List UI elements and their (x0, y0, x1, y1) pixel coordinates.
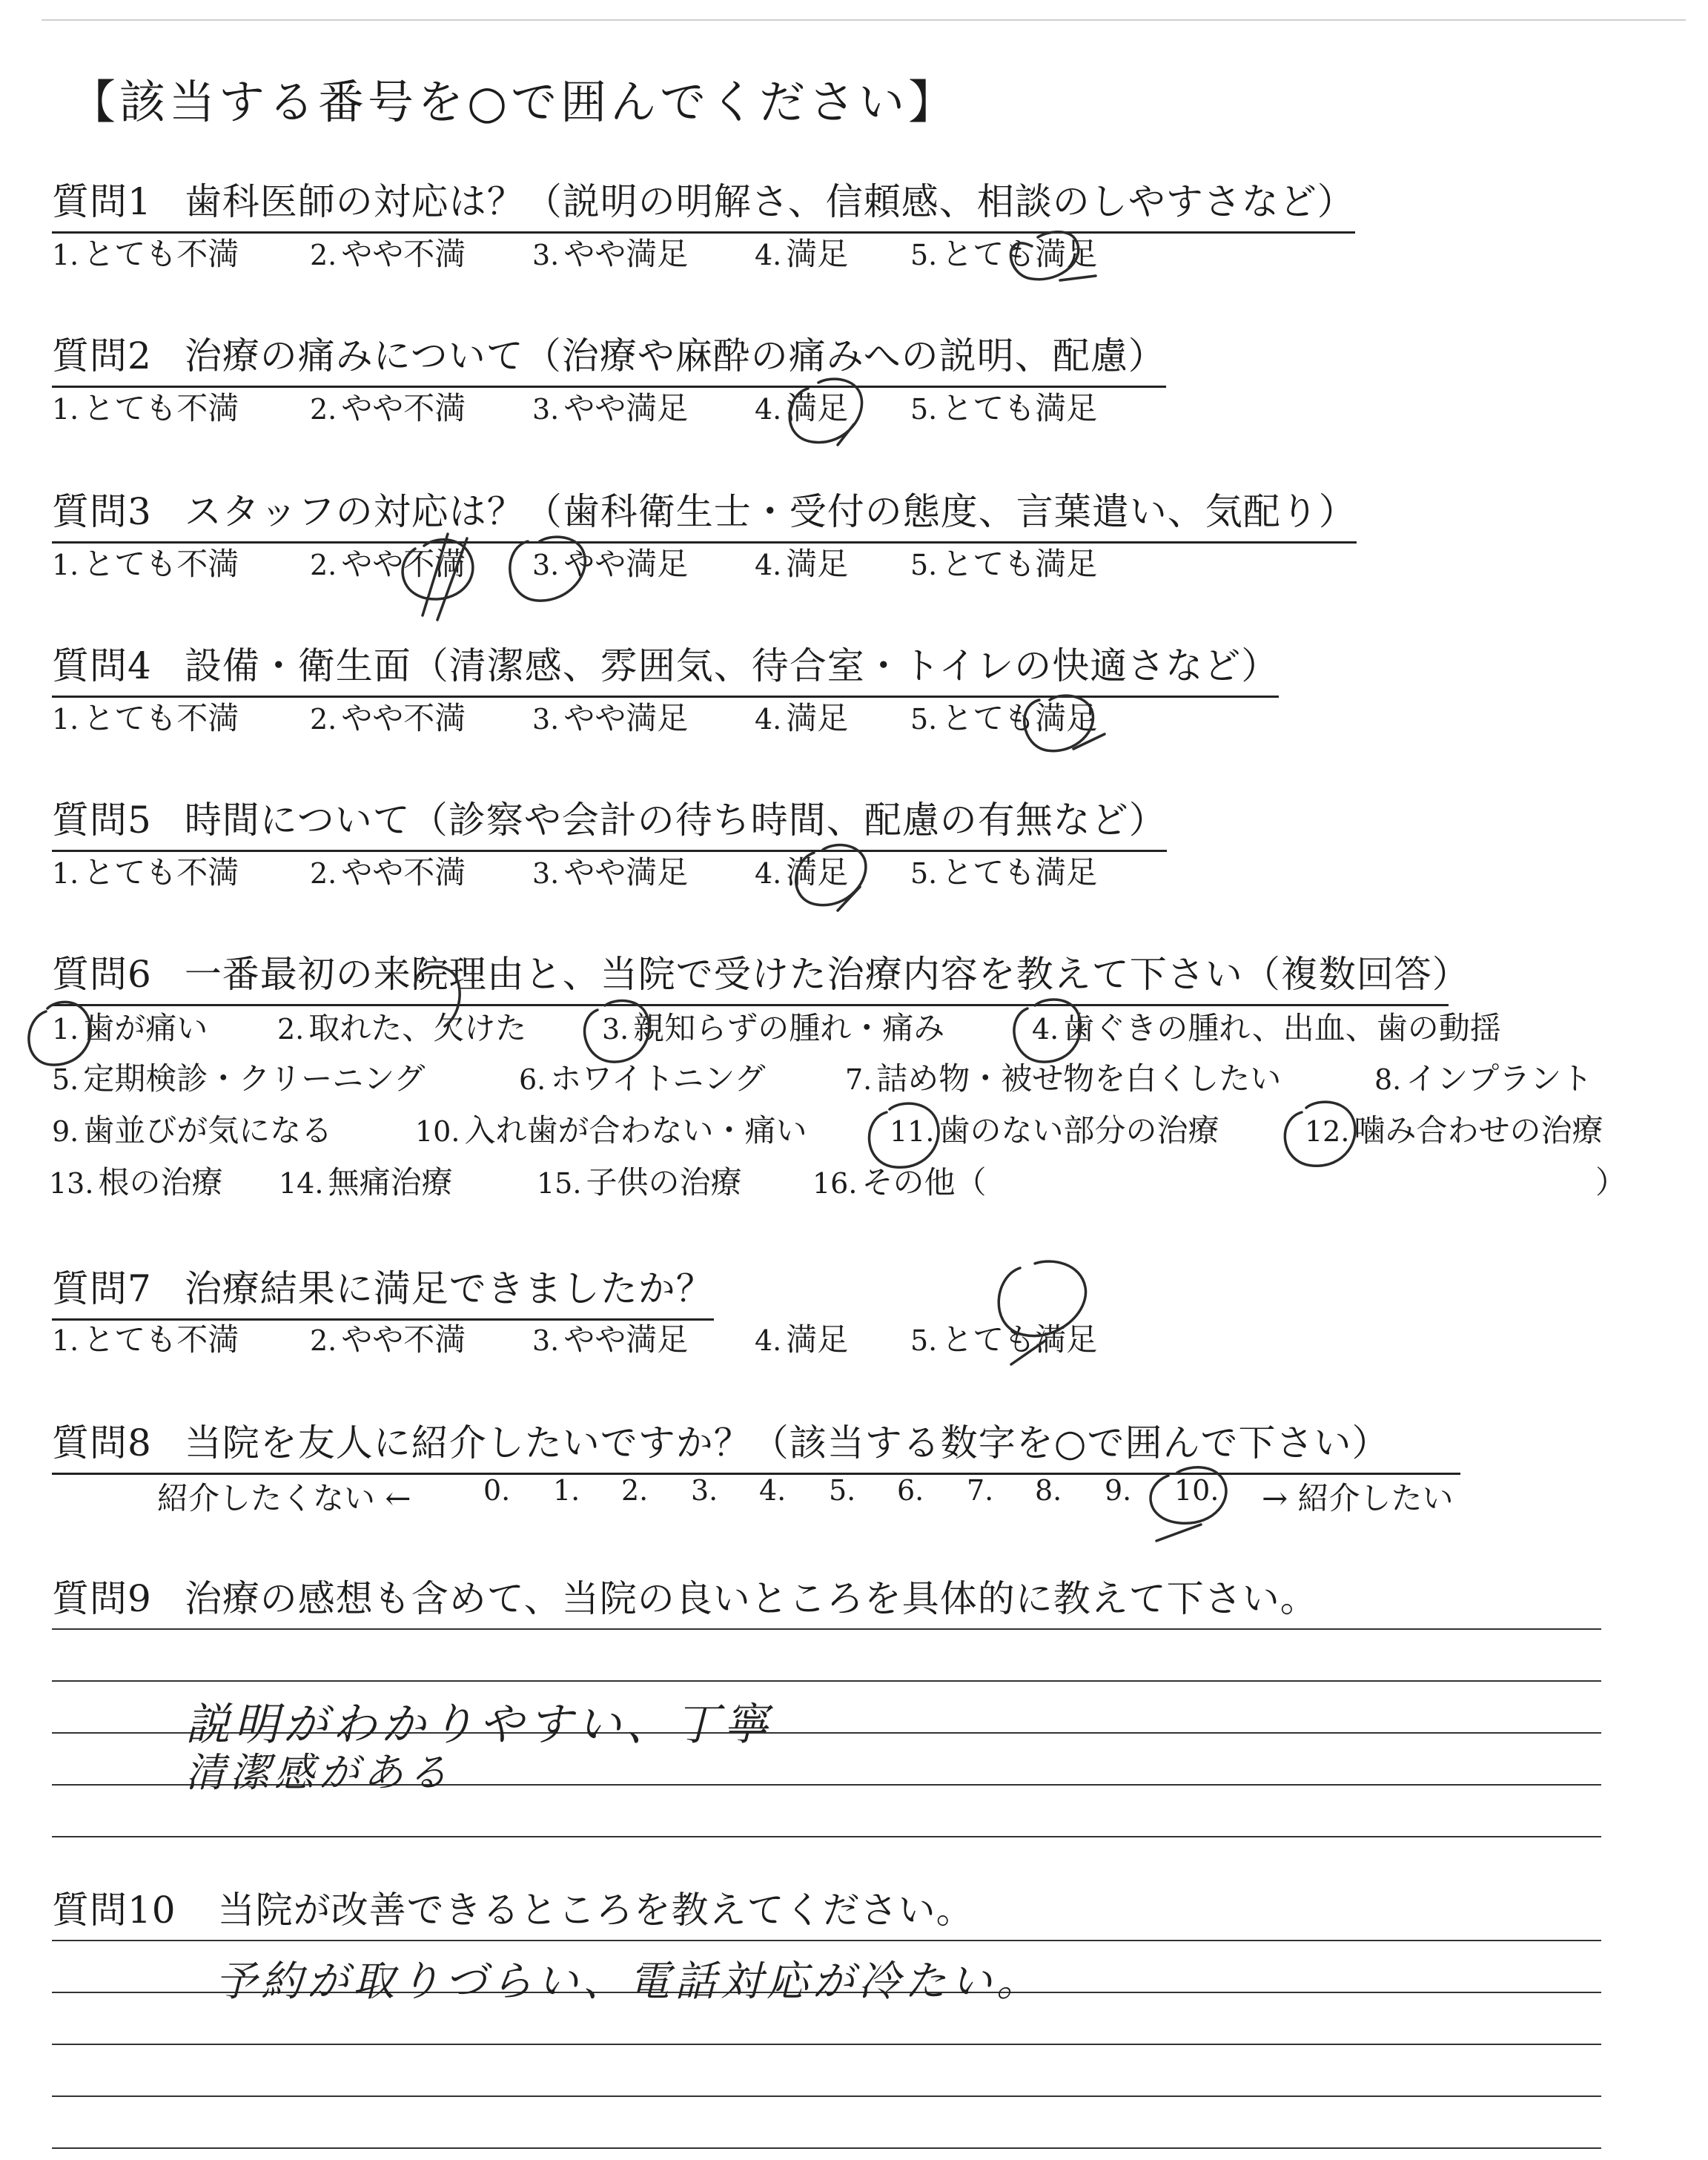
scale-2[interactable]: 2. (621, 1474, 649, 1507)
page-top-rule (42, 19, 1686, 21)
question-label: 質問9 (52, 1577, 152, 1620)
question-heading (52, 1880, 974, 1940)
answer-rule (52, 2095, 1601, 2097)
answer-rule (52, 1680, 1601, 1682)
question-5 (52, 790, 1167, 852)
option-15[interactable]: 15. 子供の治療 (537, 1164, 742, 1200)
option-1[interactable]: 1. とても不満 (52, 546, 239, 582)
option-5[interactable]: 5. とても満足 (910, 236, 1098, 272)
question-label: 質問7 (52, 1267, 152, 1310)
option-4[interactable]: 4. 満足 (755, 390, 849, 426)
other-close-paren: ） (1595, 1164, 1627, 1200)
question-heading (52, 1413, 1460, 1475)
option-16[interactable]: 16. その他（ (812, 1164, 987, 1200)
question-heading (52, 1569, 1318, 1628)
option-1[interactable]: 1. 歯が痛い (52, 1010, 208, 1046)
scale-9[interactable]: 9. (1105, 1474, 1132, 1507)
option-3[interactable]: 3. やや満足 (532, 854, 689, 891)
question-10 (52, 1880, 974, 1940)
option-4[interactable]: 4. 満足 (755, 546, 849, 582)
question-label: 質問1 (52, 180, 152, 223)
q10-answer-line-1[interactable]: 予約が取りづらい、電話対応が冷たい。 (215, 1958, 1042, 2006)
q8-scale (0, 1474, 1708, 1516)
q6-options-row-4 (0, 1158, 1708, 1200)
option-6[interactable]: 6. ホワイトニング (519, 1060, 766, 1097)
question-heading (52, 945, 1470, 1006)
option-10[interactable]: 10. 入れ歯が合わない・痛い (415, 1112, 807, 1149)
option-3[interactable]: 3. やや満足 (532, 546, 689, 582)
option-3[interactable]: 3. やや満足 (532, 700, 689, 736)
option-5[interactable]: 5. とても満足 (910, 546, 1098, 582)
scale-3[interactable]: 3. (691, 1474, 718, 1507)
question-1 (52, 172, 1355, 234)
question-heading (52, 172, 1355, 234)
scale-5[interactable]: 5. (829, 1474, 856, 1507)
question-7 (52, 1259, 714, 1321)
option-5[interactable]: 5. とても満足 (910, 700, 1098, 736)
question-heading (52, 482, 1357, 544)
q6-options-row-2 (0, 1054, 1708, 1097)
option-12[interactable]: 12. 噛み合わせの治療 (1305, 1112, 1603, 1149)
q6-options-row-1 (0, 1004, 1708, 1046)
option-2[interactable]: 2. やや不満 (310, 390, 466, 426)
option-7[interactable]: 7. 詰め物・被せ物を白くしたい (845, 1060, 1282, 1097)
option-4[interactable]: 4. 満足 (755, 700, 849, 736)
answer-rule (52, 1836, 1601, 1837)
option-4[interactable]: 4. 満足 (755, 854, 849, 891)
question-text: 設備・衛生面（清潔感、雰囲気、待合室・トイレの快適さなど） (184, 644, 1280, 687)
question-label: 質問4 (52, 644, 152, 687)
question-4 (52, 636, 1279, 698)
option-3[interactable]: 3. やや満足 (532, 1321, 689, 1358)
option-5[interactable]: 5. とても満足 (910, 854, 1098, 891)
option-1[interactable]: 1. とても不満 (52, 236, 239, 272)
question-text: スタッフの対応は？（歯科衛生士・受付の態度、言葉遣い、気配り） (184, 490, 1357, 533)
option-9[interactable]: 9. 歯並びが気になる (52, 1112, 333, 1149)
option-5[interactable]: 5. とても満足 (910, 1321, 1098, 1358)
option-2[interactable]: 2. やや不満 (310, 1321, 466, 1358)
option-1[interactable]: 1. とても不満 (52, 390, 239, 426)
option-4[interactable]: 4. 満足 (755, 1321, 849, 1358)
option-3[interactable]: 3. やや満足 (532, 236, 689, 272)
answer-rule (52, 2147, 1601, 2149)
option-2[interactable]: 2. やや不満 (310, 700, 466, 736)
question-heading (52, 790, 1167, 852)
option-2[interactable]: 2. 取れた、欠けた (277, 1010, 527, 1046)
question-label: 質問8 (52, 1421, 152, 1464)
option-1[interactable]: 1. とても不満 (52, 1321, 239, 1358)
option-1[interactable]: 1. とても不満 (52, 700, 239, 736)
option-3[interactable]: 3. 親知らずの腫れ・痛み (602, 1010, 945, 1046)
answer-rule (52, 2044, 1601, 2045)
question-text: 当院を友人に紹介したいですか？（該当する数字を○で囲んで下さい） (184, 1421, 1390, 1464)
question-text: 時間について（診察や会計の待ち時間、配慮の有無など） (184, 799, 1167, 842)
question-text: 治療の痛みについて（治療や麻酔の痛みへの説明、配慮） (184, 334, 1166, 377)
question-label: 質問3 (52, 490, 152, 533)
question-6 (52, 945, 1470, 1006)
question-heading (52, 636, 1279, 698)
question-text: 当院が改善できるところを教えてください。 (217, 1889, 974, 1932)
option-4[interactable]: 4. 満足 (755, 236, 849, 272)
question-label: 質問2 (52, 334, 152, 377)
form-title: 【該当する番号を○で囲んでください】 (70, 75, 959, 129)
option-5[interactable]: 5. 定期検診・クリーニング (52, 1060, 426, 1097)
option-14[interactable]: 14. 無痛治療 (279, 1164, 453, 1200)
option-5[interactable]: 5. とても満足 (910, 390, 1098, 426)
q6-options-row-3 (0, 1106, 1708, 1149)
option-2[interactable]: 2. やや不満 (310, 236, 466, 272)
scale-10[interactable]: 10. (1174, 1474, 1219, 1507)
answer-rule (52, 1940, 1601, 1941)
question-8 (52, 1413, 1460, 1475)
scale-6[interactable]: 6. (897, 1474, 924, 1507)
scale-left-label: 紹介したくない ← (157, 1480, 411, 1516)
option-4[interactable]: 4. 歯ぐきの腫れ、出血、歯の動揺 (1032, 1010, 1501, 1046)
question-2 (52, 326, 1166, 388)
question-9 (52, 1569, 1318, 1628)
option-11[interactable]: 11. 歯のない部分の治療 (890, 1112, 1219, 1149)
scale-right-label: → 紹介したい (1262, 1480, 1454, 1516)
question-text: 治療の感想も含めて、当院の良いところを具体的に教えて下さい。 (184, 1577, 1318, 1620)
question-text: 歯科医師の対応は？（説明の明解さ、信頼感、相談のしやすさなど） (184, 180, 1355, 223)
question-text: 一番最初の来院理由と、当院で受けた治療内容を教えて下さい（複数回答） (184, 953, 1470, 996)
option-2[interactable]: 2. やや不満 (310, 546, 466, 582)
scale-4[interactable]: 4. (759, 1474, 787, 1507)
question-heading (52, 326, 1166, 388)
scale-1[interactable]: 1. (553, 1474, 580, 1507)
q9-answer-line-2[interactable]: 清潔感がある (185, 1749, 452, 1796)
option-8[interactable]: 8. インプラント (1374, 1060, 1593, 1097)
scale-7[interactable]: 7. (967, 1474, 994, 1507)
scale-8[interactable]: 8. (1035, 1474, 1062, 1507)
question-3 (52, 482, 1357, 544)
question-label: 質問5 (52, 799, 152, 842)
option-3[interactable]: 3. やや満足 (532, 390, 689, 426)
answer-rule (52, 1628, 1601, 1630)
option-1[interactable]: 1. とても不満 (52, 854, 239, 891)
scale-0[interactable]: 0. (483, 1474, 511, 1507)
question-text: 治療結果に満足できましたか？ (184, 1267, 714, 1310)
option-13[interactable]: 13. 根の治療 (49, 1164, 223, 1200)
q9-answer-line-1[interactable]: 説明がわかりやすい、丁寧 (185, 1699, 772, 1751)
question-label: 質問6 (52, 953, 152, 996)
option-2[interactable]: 2. やや不満 (310, 854, 466, 891)
question-heading (52, 1259, 714, 1321)
question-label: 質問10 (52, 1889, 176, 1932)
